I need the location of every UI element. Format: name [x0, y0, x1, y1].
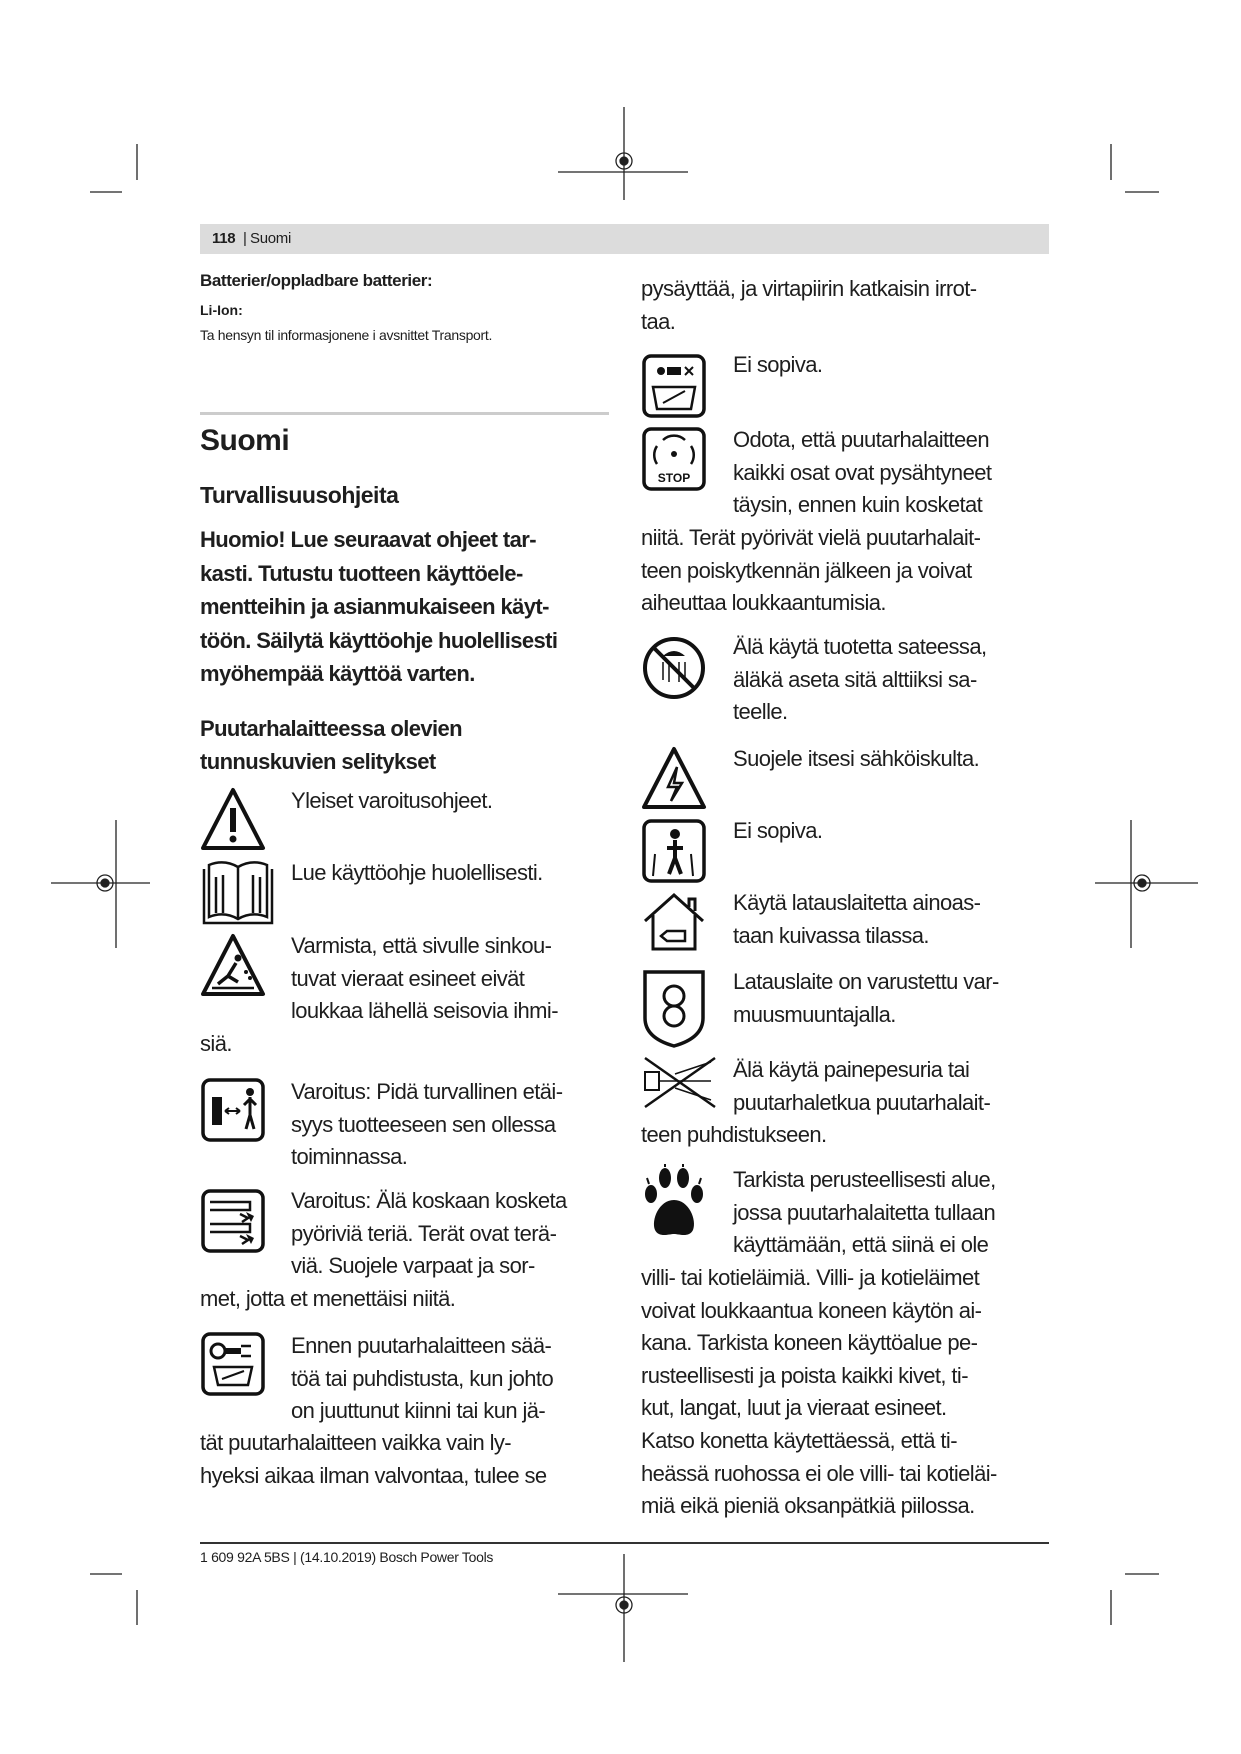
- symbol-text: Varmista, että sivulle sinkou- tuvat vieraat esineet eivät loukkaa lähellä seisovia ihmi-: [291, 933, 558, 1024]
- section-divider: [200, 412, 609, 415]
- header-language: Suomi: [250, 230, 292, 247]
- no-rain-icon: [641, 634, 707, 702]
- read-manual-icon: [200, 857, 276, 927]
- symbol-text: Varoitus: Älä koskaan kosketa pyöriviä teriä. Terät ovat terä- viä. Suojele varpaat ja sor-: [291, 1188, 567, 1279]
- symbol-text-continued: niitä. Terät pyörivät vielä puutarhalait- teen poiskytkennän jälkeen ja voivat aiheuttaa loukkaantumisia.: [641, 525, 981, 616]
- symbol-text-continued: teen puhdistukseen.: [641, 1122, 827, 1147]
- symbol-text-continued: villi- tai kotieläimiä. Villi- ja kotieläimet voivat loukkaantua koneen käytön ai- kana. Tarkista koneen käyttöalue pe- rusteellisesti ja poista kaikki kivet, ti- kut, langat, luut ja vieraat esineet. Katso konetta käytettäessä, että ti- heässä ruohossa ei ole villi- tai kotieläi- miä eikä pieniä oksanpätkiä piilossa.: [641, 1265, 997, 1519]
- indoor-use-icon: [641, 891, 707, 953]
- symbol-text-continued: siä.: [200, 1031, 232, 1056]
- symbol-text: Ennen puutarhalaitteen sää- töä tai puhdistusta, kun johto on juuttunut kiinni tai kun jä-: [291, 1333, 554, 1424]
- footer-text: 1 609 92A 5BS | (14.10.2019) Bosch Power Tools: [200, 1549, 494, 1565]
- no-pressure-washer-icon: [641, 1054, 719, 1111]
- symbol-text-continued: met, jotta et menettäisi niitä.: [200, 1286, 456, 1311]
- safety-title: Turvallisuusohjeita: [200, 482, 399, 508]
- symbol-text: Suojele itsesi sähköiskulta.: [733, 746, 980, 771]
- symbol-text: Lue käyttöohje huolellisesti.: [291, 860, 543, 885]
- symbol-text: Käytä latauslaitetta ainoas- taan kuivassa tilassa.: [733, 890, 981, 948]
- symbol-text: Odota, että puutarhalaitteen kaikki osat ovat pysähtyneet täysin, ennen kuin kosketat: [733, 427, 992, 518]
- stop-icon: [641, 426, 707, 492]
- safety-transformer-icon: [641, 968, 707, 1049]
- general-warning-icon: [200, 786, 266, 852]
- unplug-icon: [200, 1331, 266, 1397]
- section-title: Suomi: [200, 424, 290, 457]
- svg-text:STOP: STOP: [657, 471, 691, 485]
- animal-paw-icon: [641, 1164, 707, 1241]
- header-separator: |: [243, 230, 247, 247]
- electric-shock-icon: [641, 745, 707, 811]
- symbol-text: Älä käytä tuotetta sateessa, äläkä aseta sitä alttiiksi sa- teelle.: [733, 634, 987, 725]
- not-suitable-manual-icon: [641, 353, 707, 419]
- page-header-bar: [200, 224, 1049, 254]
- battery-type: Li-Ion:: [200, 302, 243, 318]
- battery-title: Batterier/oppladbare batterier:: [200, 271, 433, 290]
- safe-distance-icon: [200, 1077, 266, 1143]
- page-number: 118: [212, 230, 236, 247]
- symbol-text: Yleiset varoitusohjeet.: [291, 788, 493, 813]
- symbol-text: Varoitus: Pidä turvallinen etäi- syys tuotteeseen sen ollessa toiminnassa.: [291, 1079, 563, 1170]
- rotating-blades-icon: [200, 1188, 266, 1254]
- battery-note: Ta hensyn til informasjonene i avsnittet Transport.: [200, 327, 493, 343]
- not-suitable-person-icon: [641, 818, 707, 884]
- symbol-text: Ei sopiva.: [733, 352, 823, 377]
- thrown-objects-icon: [200, 932, 266, 998]
- symbol-text: Latauslaite on varustettu var- muusmuuntajalla.: [733, 969, 999, 1027]
- symbols-title: Puutarhalaitteessa olevien tunnuskuvien selitykset: [200, 716, 462, 774]
- footer-divider: [200, 1542, 1049, 1544]
- symbol-text: Tarkista perusteellisesti alue, jossa puutarhalaitetta tullaan käyttämään, että siinä ei ole: [733, 1167, 996, 1258]
- continuation-text: pysäyttää, ja virtapiirin katkaisin irrot- taa.: [641, 276, 977, 334]
- symbol-text: Älä käytä painepesuria tai puutarhaletkua puutarhalait-: [733, 1057, 991, 1115]
- safety-warning: Huomio! Lue seuraavat ohjeet tar- kasti. Tutustu tuotteen käyttöele- mentteihin ja asianmukaiseen käyt- töön. Säilytä käyttöohje huolellisesti myöhempää käyttöä varten.: [200, 527, 558, 686]
- symbol-text: Ei sopiva.: [733, 818, 823, 843]
- symbol-text-continued: tät puutarhalaitteen vaikka vain ly- hyeksi aikaa ilman valvontaa, tulee se: [200, 1430, 547, 1488]
